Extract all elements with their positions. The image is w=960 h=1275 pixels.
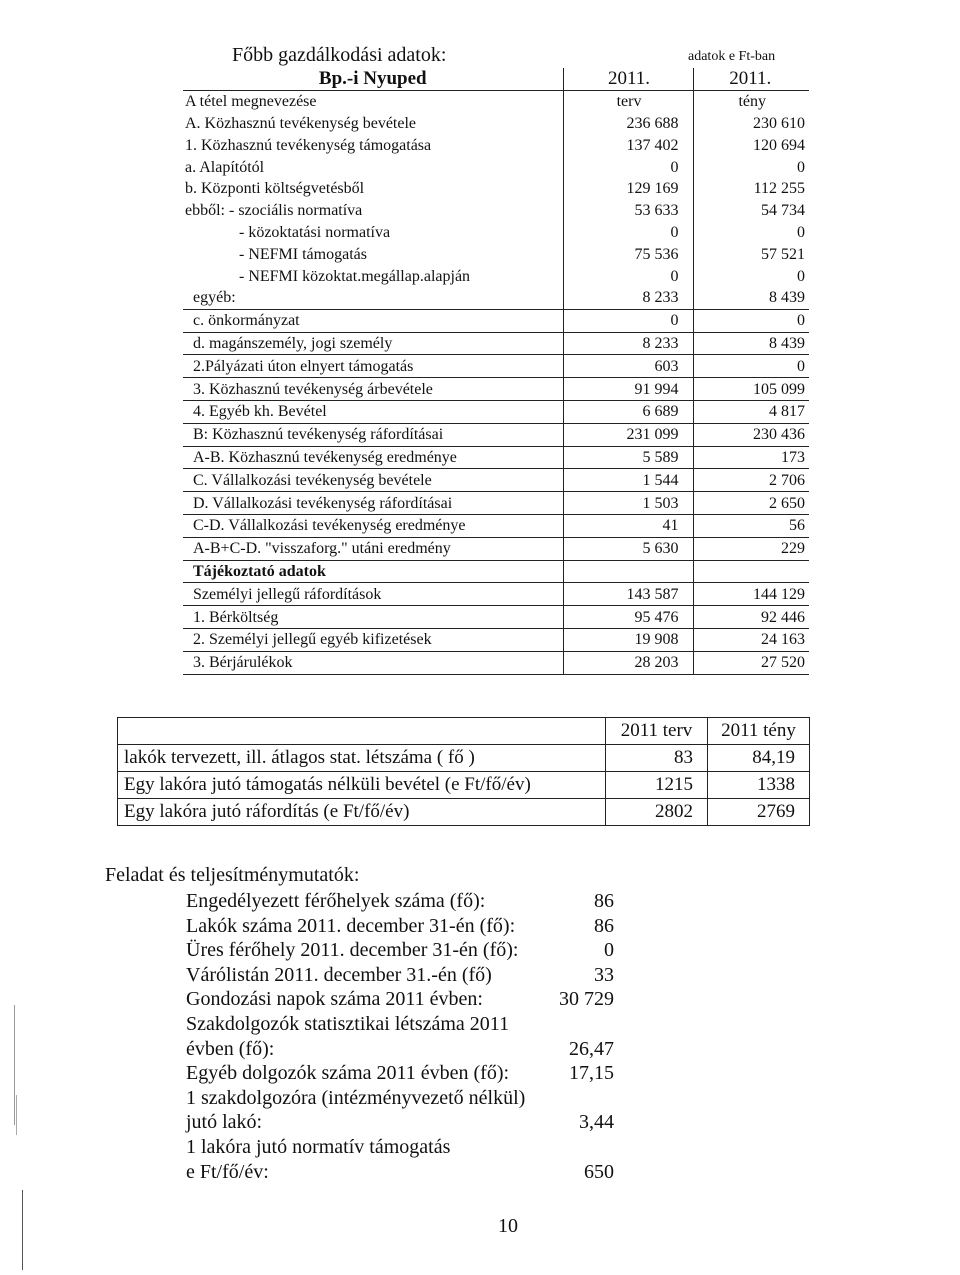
financial-row xyxy=(183,113,809,135)
header-col-plan-year: 2011. xyxy=(563,68,693,90)
financial-row-label: 2.Pályázati úton elnyert támogatás xyxy=(183,355,563,378)
task-label: Szakdolgozók statisztikai létszáma 2011 xyxy=(186,1013,510,1035)
task-label: e Ft/fő/év: xyxy=(186,1160,269,1183)
stats-row-plan: 1215 xyxy=(606,772,708,799)
header-col-actual-year: 2011. xyxy=(693,68,809,90)
financial-row-actual: 56 xyxy=(693,514,809,537)
financial-row-plan: 1 503 xyxy=(563,492,693,515)
financial-row-label: - közoktatási normatíva xyxy=(183,222,563,244)
financial-row-label: A-B. Közhasznú tevékenység eredménye xyxy=(183,446,563,469)
financial-row-label: Személyi jellegű ráfordítások xyxy=(183,583,563,606)
financial-row-plan: 1 544 xyxy=(563,469,693,492)
unit-note: adatok e Ft-ban xyxy=(688,49,776,64)
financial-row-label: - NEFMI támogatás xyxy=(183,243,563,265)
financial-row xyxy=(183,156,809,178)
financial-row-label: 2. Személyi jellegű egyéb kifizetések xyxy=(183,628,563,651)
stats-row xyxy=(118,772,810,799)
task-label: 1 szakdolgozóra (intézményvezető nélkül) xyxy=(186,1086,526,1109)
financial-row xyxy=(183,423,809,446)
financial-row-actual: 144 129 xyxy=(693,583,809,606)
task-value: 33 xyxy=(594,963,614,986)
tasks-title: Feladat és teljesítménymutatók: xyxy=(105,864,360,886)
financial-row-label: a. Alapítótól xyxy=(183,156,563,178)
task-label: Egyéb dolgozók száma 2011 évben (fő): xyxy=(186,1062,510,1085)
financial-row-actual: 54 734 xyxy=(761,202,805,220)
scan-artifact-line xyxy=(22,1190,23,1270)
financial-row xyxy=(183,583,809,606)
financial-row xyxy=(183,651,809,674)
financial-row xyxy=(183,222,809,244)
stats-header-row xyxy=(118,718,810,745)
financial-row-plan: 5 630 xyxy=(563,537,693,560)
financial-row-plan: 236 688 xyxy=(563,113,693,135)
financial-row-label: 4. Egyéb kh. Bevétel xyxy=(183,400,563,423)
financial-row-actual: 2 706 xyxy=(693,469,809,492)
financial-row xyxy=(183,134,809,156)
scan-artifact-line xyxy=(14,1005,15,1125)
financial-row xyxy=(183,265,809,287)
financial-row-actual xyxy=(693,560,809,583)
financial-row-label: D. Vállalkozási tevékenység ráfordításai xyxy=(183,492,563,515)
financial-row-plan: 95 476 xyxy=(563,606,693,629)
financial-row-actual: 24 163 xyxy=(693,628,809,651)
task-label: Üres férőhely 2011. december 31-én (fő): xyxy=(186,939,519,962)
financial-row-plan: 0 xyxy=(563,265,693,287)
financial-row-label: d. magánszemély, jogi személy xyxy=(183,332,563,355)
header-plan: terv xyxy=(563,90,693,112)
task-label: jutó lakó: xyxy=(186,1111,263,1134)
financial-row xyxy=(183,178,809,200)
financial-row-actual: 230 436 xyxy=(693,423,809,446)
financial-row xyxy=(183,606,809,629)
stats-row xyxy=(118,745,810,772)
financial-row xyxy=(183,200,809,222)
financial-row xyxy=(183,287,809,309)
financial-table xyxy=(183,68,809,675)
financial-row-actual: 0 xyxy=(693,309,809,332)
item-name-header: A tétel megnevezése xyxy=(183,90,563,112)
financial-row-label: 3. Közhasznú tevékenység árbevétele xyxy=(183,378,563,401)
financial-row-label: b. Központi költségvetésből xyxy=(183,178,563,200)
financial-row-plan: 75 536 xyxy=(563,243,693,265)
financial-row-actual: 105 099 xyxy=(693,378,809,401)
financial-row-actual: 120 694 xyxy=(753,136,805,154)
task-value: 30 729 xyxy=(559,988,614,1011)
financial-row-plan: 8 233 xyxy=(563,287,693,309)
task-value: 0 xyxy=(604,939,614,962)
task-value: 650 xyxy=(584,1160,614,1183)
stats-row-actual: 1338 xyxy=(708,772,810,799)
financial-row-label: 3. Bérjárulékok xyxy=(183,651,563,674)
task-value: 17,15 xyxy=(569,1062,614,1085)
stats-row-label: Egy lakóra jutó ráfordítás (e Ft/fő/év) xyxy=(118,799,606,826)
financial-row-actual: 0 xyxy=(797,158,805,176)
financial-row-label: - NEFMI közoktat.megállap.alapján xyxy=(183,265,563,287)
financial-row-plan: 8 233 xyxy=(563,332,693,355)
financial-row xyxy=(183,332,809,355)
financial-row xyxy=(183,469,809,492)
page-number: 10 xyxy=(498,1215,518,1237)
financial-row-label: c. önkormányzat xyxy=(183,309,563,332)
financial-row-plan: 231 099 xyxy=(563,423,693,446)
task-label: Várólistán 2011. december 31.-én (fő) xyxy=(186,963,492,986)
financial-row-plan xyxy=(563,560,693,583)
financial-row-plan: 19 908 xyxy=(563,628,693,651)
financial-row-plan: 129 169 xyxy=(563,178,693,200)
financial-row-actual: 0 xyxy=(797,223,805,241)
financial-row-actual: 27 520 xyxy=(693,651,809,674)
financial-table-subheader xyxy=(183,90,809,112)
header-actual: tény xyxy=(738,93,767,111)
stats-row-plan: 83 xyxy=(606,745,708,772)
financial-row-actual: 2 650 xyxy=(693,492,809,515)
financial-row-label: B: Közhasznú tevékenység ráfordításai xyxy=(183,423,563,446)
financial-table-header xyxy=(183,68,809,90)
financial-row-plan: 41 xyxy=(563,514,693,537)
financial-row-actual: 57 521 xyxy=(761,245,805,263)
financial-row-actual: 173 xyxy=(693,446,809,469)
financial-row-plan: 6 689 xyxy=(563,400,693,423)
task-label: évben (fő): xyxy=(186,1037,275,1060)
financial-row xyxy=(183,492,809,515)
financial-row-plan: 5 589 xyxy=(563,446,693,469)
scan-artifact-line xyxy=(16,1095,17,1135)
financial-row xyxy=(183,560,809,583)
financial-row-label: 1. Közhasznú tevékenység támogatása xyxy=(183,134,563,156)
financial-row-actual: 0 xyxy=(797,267,805,285)
stats-header-actual: 2011 tény xyxy=(708,718,810,745)
task-label: Lakók száma 2011. december 31-én (fő): xyxy=(186,914,516,937)
financial-row-label: egyéb: xyxy=(183,287,563,309)
stats-row-actual: 84,19 xyxy=(708,745,810,772)
financial-row-plan: 91 994 xyxy=(563,378,693,401)
financial-row-plan: 0 xyxy=(563,156,693,178)
financial-row-actual: 0 xyxy=(693,355,809,378)
financial-row-label: A. Közhasznú tevékenység bevétele xyxy=(183,113,563,135)
financial-row-plan: 53 633 xyxy=(563,200,693,222)
financial-row-plan: 28 203 xyxy=(563,651,693,674)
financial-row-actual: 112 255 xyxy=(753,180,805,198)
financial-row-actual: 229 xyxy=(693,537,809,560)
financial-row xyxy=(183,309,809,332)
financial-row xyxy=(183,243,809,265)
financial-row-label: Tájékoztató adatok xyxy=(183,560,563,583)
financial-row-actual: 230 610 xyxy=(753,114,805,132)
financial-row xyxy=(183,378,809,401)
financial-row-actual: 4 817 xyxy=(693,400,809,423)
financial-row-plan: 137 402 xyxy=(563,134,693,156)
financial-row-plan: 603 xyxy=(563,355,693,378)
financial-row-label: C-D. Vállalkozási tevékenység eredménye xyxy=(183,514,563,537)
financial-row xyxy=(183,514,809,537)
stats-row-plan: 2802 xyxy=(606,799,708,826)
financial-row-plan: 0 xyxy=(563,309,693,332)
financial-row xyxy=(183,628,809,651)
financial-row-plan: 0 xyxy=(563,222,693,244)
stats-header-plan: 2011 terv xyxy=(606,718,708,745)
task-label: 1 lakóra jutó normatív támogatás xyxy=(186,1136,451,1158)
financial-row xyxy=(183,400,809,423)
task-value: 86 xyxy=(594,890,614,912)
task-value: 3,44 xyxy=(579,1111,614,1134)
financial-row-label: 1. Bérköltség xyxy=(183,606,563,629)
task-value: 86 xyxy=(594,914,614,937)
financial-row-actual: 8 439 xyxy=(693,332,809,355)
task-label: Gondozási napok száma 2011 évben: xyxy=(186,988,483,1011)
stats-row-label: lakók tervezett, ill. átlagos stat. létszáma ( fő ) xyxy=(118,745,606,772)
financial-row-label: C. Vállalkozási tevékenység bevétele xyxy=(183,469,563,492)
task-value: 26,47 xyxy=(569,1037,614,1060)
entity-name: Bp.-i Nyuped xyxy=(183,68,563,90)
section-heading: Főbb gazdálkodási adatok: xyxy=(232,44,447,66)
financial-row-actual: 8 439 xyxy=(693,287,809,309)
financial-row xyxy=(183,355,809,378)
per-resident-stats-table xyxy=(117,717,810,826)
task-label: Engedélyezett férőhelyek száma (fő): xyxy=(186,890,486,912)
financial-row-actual: 92 446 xyxy=(693,606,809,629)
financial-row-label: A-B+C-D. "visszaforg." utáni eredmény xyxy=(183,537,563,560)
financial-row xyxy=(183,446,809,469)
stats-row-label: Egy lakóra jutó támogatás nélküli bevétel (e Ft/fő/év) xyxy=(118,772,606,799)
stats-row-actual: 2769 xyxy=(708,799,810,826)
financial-row-label: ebből: - szociális normatíva xyxy=(183,200,563,222)
financial-row xyxy=(183,537,809,560)
stats-header-blank xyxy=(118,718,606,745)
stats-row xyxy=(118,799,810,826)
financial-row-plan: 143 587 xyxy=(563,583,693,606)
